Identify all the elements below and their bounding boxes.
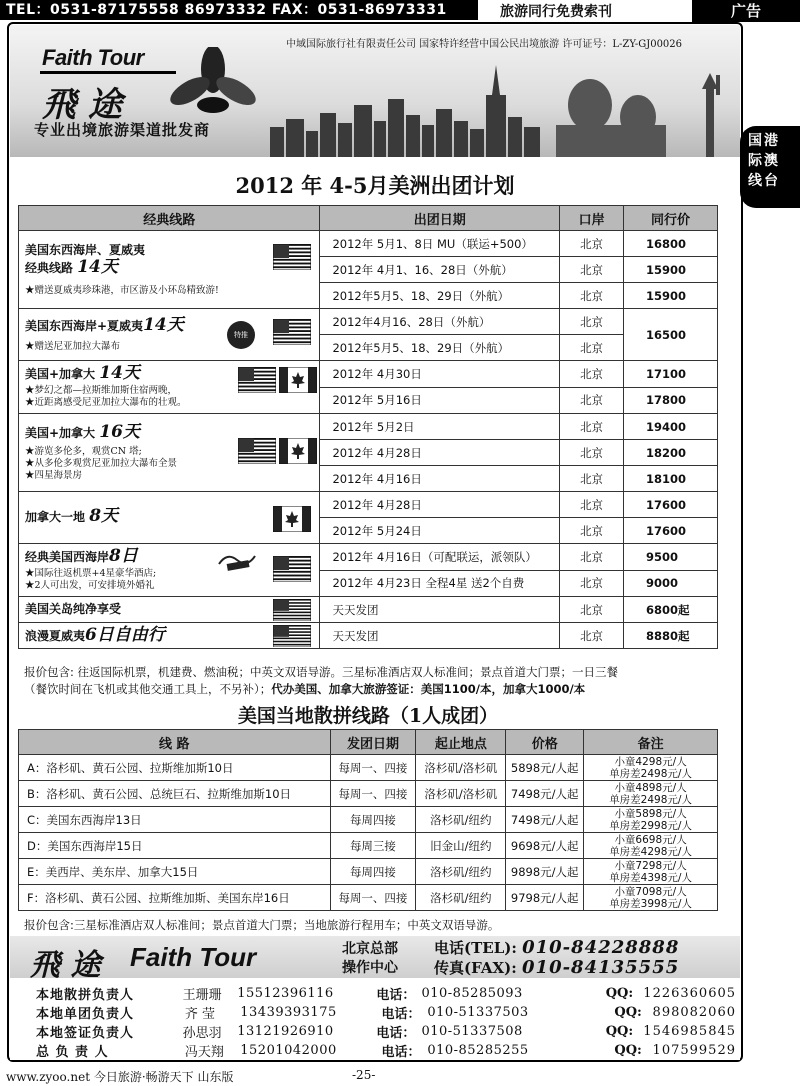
child-price: 小童4298元/人: [614, 755, 687, 768]
leaf-logo-icon: [168, 47, 258, 119]
price-cell: 18100: [624, 466, 718, 492]
place-cell: 洛杉矶/洛杉矶: [416, 755, 506, 781]
route-cell: [19, 231, 320, 309]
route-title: 美国+加拿大: [25, 367, 96, 381]
route-cell: E：美西岸、美东岸、加拿大15日: [19, 859, 331, 885]
list-item: [36, 1022, 736, 1041]
price-cell: 9000: [624, 570, 718, 597]
price-cell: 15900: [624, 283, 718, 309]
note-cell: [584, 755, 718, 781]
page-number: -25-: [352, 1068, 376, 1082]
route-note: ★从多伦多观赏尼亚加拉大瀑布全景: [25, 457, 178, 469]
route-note: ★近距离感受尼亚加拉大瀑布的壮观。: [25, 397, 187, 408]
special-badge: 特推: [227, 321, 255, 349]
day-cell: 每周一、四接: [330, 885, 416, 911]
price-cell: 17100: [624, 361, 718, 388]
canada-flag-icon: [279, 438, 317, 464]
route-title: 经典美国西海岸: [25, 550, 110, 564]
note-cell: [584, 885, 718, 911]
contact-footer: [10, 936, 740, 1060]
route-cell: [19, 492, 320, 544]
contact-name: 孙思羽: [182, 1026, 222, 1041]
contact-tel-label: 电话：: [381, 1007, 421, 1022]
place-cell: 洛杉矶/洛杉矶: [416, 781, 506, 807]
contact-mobile: 15512396116: [237, 986, 334, 1001]
price-cell: 18200: [624, 440, 718, 466]
port-cell: 北京: [560, 570, 624, 597]
contact-tel: 010-85285255: [427, 1043, 529, 1058]
contact-tel-label: 电话：: [376, 988, 416, 1003]
route-note: ★2人可出发，可安排境外婚礼: [25, 580, 155, 591]
date-cell: 天天发团: [320, 597, 560, 623]
port-cell: 北京: [560, 309, 624, 335]
route-cell: C：美国东西海岸13日: [19, 807, 331, 833]
contact-mobile: 15201042000: [240, 1043, 337, 1058]
table-row: [19, 414, 718, 440]
port-cell: 北京: [560, 544, 624, 571]
price-cell: 17800: [624, 387, 718, 414]
hq-fax: 010-84135555: [522, 957, 680, 978]
hq-labels: [342, 940, 398, 978]
child-price: 小童6698元/人: [614, 833, 687, 846]
canada-flag-icon: [273, 506, 311, 532]
contact-phone-line: TEL：0531-87175558 86973332 FAX：0531-86973331: [0, 0, 478, 20]
table-row: [19, 231, 718, 257]
price-cell: 17600: [624, 492, 718, 518]
route-cell: [19, 414, 320, 492]
table-row: [19, 833, 718, 859]
single-supplement: 单房差2498元/人: [609, 767, 692, 780]
table-row: [19, 309, 718, 335]
contact-role: 本地签证负责人: [36, 1026, 135, 1041]
license-text: 中域国际旅行社有限责任公司 国家特许经营中国公民出境旅游 许可证号：L-ZY-GJ00026: [286, 39, 683, 50]
us-flag-icon: [273, 244, 311, 270]
col-header-date: 出团日期: [320, 206, 560, 231]
skyline-illustration: [260, 65, 740, 157]
route-note: ★四星海景房: [25, 469, 83, 481]
hq-tel-label: 电话(TEL):: [434, 939, 517, 957]
us-flag-icon: [273, 556, 311, 582]
side-tab-line-1: 国港: [748, 133, 780, 149]
route-days: 14天: [99, 363, 140, 383]
route-cell: [19, 309, 320, 361]
free-copy-label: 旅游同行免费索刊: [500, 4, 612, 20]
route-days: 6日自由行: [85, 624, 165, 645]
single-supplement: 单房差2498元/人: [609, 793, 692, 806]
table-row: [19, 807, 718, 833]
contact-list: [36, 984, 736, 1060]
date-cell: 2012年 4月23日 全程4星 送2个自费: [320, 570, 560, 597]
place-cell: 洛杉矶/纽约: [416, 859, 506, 885]
port-cell: 北京: [560, 361, 624, 388]
price-includes-note: [24, 664, 740, 698]
contact-qq-label: QQ:: [614, 1005, 642, 1020]
day-cell: 每周三接: [330, 833, 416, 859]
contact-role: 本地散拼负责人: [36, 988, 135, 1003]
hq-fax-label: 传真(FAX):: [434, 959, 517, 977]
route-cell: F：洛杉矶、黄石公园、拉斯维加斯、美国东岸16日: [19, 885, 331, 911]
date-cell: 2012年4月16、28日（外航）: [320, 309, 560, 335]
port-cell: 北京: [560, 231, 624, 257]
route-days: 14天: [77, 257, 118, 277]
route-cell: D：美国东西海岸15日: [19, 833, 331, 859]
list-item: [36, 1041, 736, 1060]
single-supplement: 单房差4398元/人: [609, 871, 692, 884]
table-row: [19, 885, 718, 911]
table-row: [19, 492, 718, 518]
table-row: [19, 623, 718, 649]
price-cell: 9500: [624, 544, 718, 571]
note-cell: [584, 781, 718, 807]
child-price: 小童5898元/人: [614, 807, 687, 820]
route-cell: [19, 597, 320, 623]
date-cell: 2012年 5月24日: [320, 518, 560, 544]
contact-tel-label: 电话：: [376, 1026, 416, 1041]
route-subtitle: 经典线路: [25, 261, 74, 275]
contact-mobile: 13439393175: [240, 1005, 337, 1020]
tour-schedule-table: [18, 205, 718, 649]
route-title: 加拿大一地: [25, 509, 86, 524]
footer-logo-cn: 飛 途: [30, 948, 101, 983]
port-cell: 北京: [560, 283, 624, 309]
port-cell: 北京: [560, 440, 624, 466]
us-flag-icon: [238, 367, 276, 393]
place-cell: 洛杉矶/纽约: [416, 807, 506, 833]
date-cell: 2012年 5月16日: [320, 387, 560, 414]
price-cell: 15900: [624, 257, 718, 283]
header-banner: [10, 25, 740, 157]
port-cell: 北京: [560, 414, 624, 440]
price-cell: 6800起: [624, 597, 718, 623]
top-bar: [0, 0, 800, 20]
contact-qq: 107599529: [652, 1043, 736, 1058]
date-cell: 2012年 4月1、16、28日（外航）: [320, 257, 560, 283]
visa-fee-text: 代办美国、加拿大旅游签证：美国1100/本，加拿大1000/本: [271, 682, 586, 696]
day-cell: 每周一、四接: [330, 781, 416, 807]
route-days: 8天: [89, 505, 119, 526]
port-cell: 北京: [560, 466, 624, 492]
table-row: [19, 755, 718, 781]
date-cell: 2012年 4月28日: [320, 492, 560, 518]
route-cell: [19, 361, 320, 414]
plan-title: 2012 年 4-5月美洲出团计划: [235, 173, 515, 198]
price-cell: 16800: [624, 231, 718, 257]
list-item: [36, 984, 736, 1003]
price-cell: 7498元/人起: [506, 807, 584, 833]
route-cell: B：洛杉矶、黄石公园、总统巨石、拉斯维加斯10日: [19, 781, 331, 807]
price-cell: 9898元/人起: [506, 859, 584, 885]
price-cell: 16500: [624, 309, 718, 361]
port-cell: 北京: [560, 492, 624, 518]
price-cell: 8880起: [624, 623, 718, 649]
includes-line-2a: （餐饮时间在飞机或其他交通工具上，不另补）；: [24, 682, 272, 696]
col-header-place: 起止地点: [416, 730, 506, 755]
contact-qq: 1226360605: [643, 986, 737, 1001]
hq-phones: [434, 938, 679, 978]
route-note: ★国际往返机票+4星豪华酒店;: [25, 568, 157, 579]
child-price: 小童7298元/人: [614, 859, 687, 872]
footer-logo-en: Faith Tour: [130, 942, 257, 972]
contact-tel: 010-51337503: [427, 1005, 529, 1020]
port-cell: 北京: [560, 518, 624, 544]
contact-qq-label: QQ:: [605, 1024, 634, 1039]
price-cell: 7498元/人起: [506, 781, 584, 807]
date-cell: 2012年 4月28日: [320, 440, 560, 466]
date-cell: 2012年 4月16日: [320, 466, 560, 492]
page-footer: [0, 1066, 800, 1086]
route-note: ★赠送尼亚加拉大瀑布: [25, 340, 121, 352]
site-url: www.zyoo.net 今日旅游·畅游天下 山东版: [6, 1070, 234, 1084]
table-row: [19, 544, 718, 571]
day-cell: 每周一、四接: [330, 755, 416, 781]
date-cell: 2012年5月5、18、29日（外航）: [320, 283, 560, 309]
table-row: [19, 597, 718, 623]
note-cell: [584, 833, 718, 859]
col-header-note: 备注: [584, 730, 718, 755]
port-cell: 北京: [560, 335, 624, 361]
canada-flag-icon: [279, 367, 317, 393]
table-row: [19, 859, 718, 885]
date-cell: 2012年 5月2日: [320, 414, 560, 440]
slogan: 专业出境旅游渠道批发商: [34, 121, 211, 139]
price-cell: 5898元/人起: [506, 755, 584, 781]
place-cell: 旧金山/纽约: [416, 833, 506, 859]
us-flag-icon: [238, 438, 276, 464]
route-note: ★游览多伦多，观赏CN 塔;: [25, 445, 142, 457]
contact-tel: 010-51337508: [421, 1024, 523, 1039]
hq-tel: 010-84228888: [522, 937, 680, 958]
port-cell: 北京: [560, 257, 624, 283]
port-cell: 北京: [560, 623, 624, 649]
single-supplement: 单房差2998元/人: [609, 819, 692, 832]
local-tours-table: [18, 729, 718, 911]
col-header-route: 线 路: [19, 730, 331, 755]
contact-qq-label: QQ:: [614, 1043, 642, 1058]
contact-role: 总 负 责 人: [36, 1045, 109, 1060]
route-cell: A：洛杉矶、黄石公园、拉斯维加斯10日: [19, 755, 331, 781]
price-cell: 19400: [624, 414, 718, 440]
table-row: [19, 361, 718, 388]
local-tours-title: 美国当地散拼线路（1人成团）: [237, 705, 499, 727]
table-header-row: [19, 206, 718, 231]
col-header-price: 价格: [506, 730, 584, 755]
us-flag-icon: [273, 319, 311, 345]
date-cell: 2012年 5月1、8日 MU（联运+500）: [320, 231, 560, 257]
route-note: ★梦幻之都—拉斯维加斯住宿两晚，: [25, 385, 178, 396]
day-cell: 每周四接: [330, 859, 416, 885]
route-cell: [19, 544, 320, 597]
includes-line-1: 报价包含: 往返国际机票，机建费、燃油税；中英文双语导游。三星标准酒店双人标准间；景点首道大门票；一日三餐: [24, 665, 619, 679]
brand-logo-cn: 飛 途: [42, 85, 122, 125]
wedding-ribbon-icon: [217, 550, 257, 572]
day-cell: 每周四接: [330, 807, 416, 833]
col-header-port: 口岸: [560, 206, 624, 231]
note-cell: [584, 859, 718, 885]
contact-name: 冯天翔: [184, 1045, 224, 1060]
route-title: 美国东西海岸+夏威夷: [25, 318, 144, 333]
price-cell: 9698元/人起: [506, 833, 584, 859]
us-flag-icon: [273, 625, 311, 647]
place-cell: 洛杉矶/纽约: [416, 885, 506, 911]
contact-role: 本地单团负责人: [36, 1007, 135, 1022]
contact-qq: 898082060: [652, 1005, 736, 1020]
port-cell: 北京: [560, 597, 624, 623]
contact-name: 齐 莹: [184, 1007, 216, 1022]
col-header-route: 经典线路: [19, 206, 320, 231]
date-cell: 2012年5月5、18、29日（外航）: [320, 335, 560, 361]
contact-tel: 010-85285093: [421, 986, 523, 1001]
route-note: ★赠送夏威夷珍珠港，市区游及小环岛精致游!: [25, 285, 219, 296]
route-days: 16天: [99, 421, 140, 442]
ops-center-label: 操作中心: [342, 960, 398, 976]
contact-name: 王珊珊: [182, 988, 222, 1003]
single-supplement: 单房差4298元/人: [609, 845, 692, 858]
route-days: 8日: [109, 546, 138, 566]
port-cell: 北京: [560, 387, 624, 414]
route-title: 浪漫夏威夷: [25, 628, 86, 643]
table-header-row: [19, 730, 718, 755]
price-cell: 17600: [624, 518, 718, 544]
date-cell: 2012年 4月16日（可配联运，派领队）: [320, 544, 560, 571]
contact-qq-label: QQ:: [605, 986, 634, 1001]
us-flag-icon: [273, 599, 311, 621]
price-cell: 9798元/人起: [506, 885, 584, 911]
local-price-includes: 报价包含:三星标准酒店双人标准间；景点首道大门票；当地旅游行程用车；中英文双语导游。: [24, 918, 500, 932]
child-price: 小童4898元/人: [614, 781, 687, 794]
side-tab-line-2: 际澳: [748, 153, 780, 169]
route-days: 14天: [143, 314, 184, 335]
table-row: [19, 781, 718, 807]
list-item: [36, 1003, 736, 1022]
route-title: 美国+加拿大: [25, 425, 96, 440]
single-supplement: 单房差3998元/人: [609, 897, 692, 910]
route-title: 美国关岛纯净享受: [25, 602, 122, 616]
hq-label: 北京总部: [342, 941, 398, 957]
brand-logo-en: Faith Tour: [42, 45, 144, 70]
date-cell: 2012年 4月30日: [320, 361, 560, 388]
contact-mobile: 13121926910: [237, 1024, 334, 1039]
route-title: 美国东西海岸、夏威夷: [25, 243, 146, 257]
col-header-day: 发团日期: [330, 730, 416, 755]
contact-tel-label: 电话：: [381, 1045, 421, 1060]
note-cell: [584, 807, 718, 833]
logo-underline: [40, 71, 176, 74]
date-cell: 天天发团: [320, 623, 560, 649]
col-header-price: 同行价: [624, 206, 718, 231]
child-price: 小童7098元/人: [614, 885, 687, 898]
side-tab-line-3: 线台: [748, 173, 780, 189]
route-cell: [19, 623, 320, 649]
contact-qq: 1546985845: [643, 1024, 737, 1039]
ad-label: 广告: [692, 0, 800, 22]
